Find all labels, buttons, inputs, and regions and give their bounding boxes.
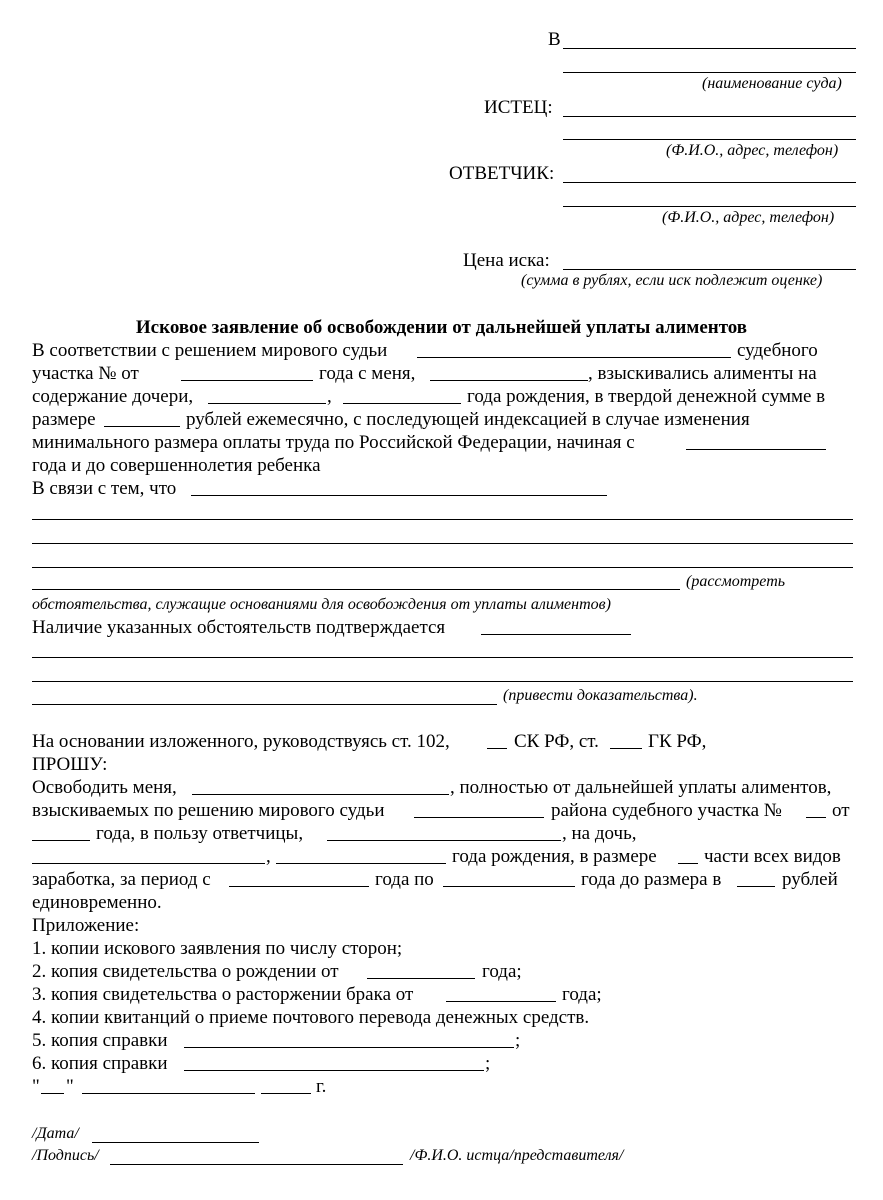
blank-line [610, 748, 642, 749]
signature-label: /Подпись/ [32, 1147, 99, 1164]
body-line-9a: На основании изложенного, руководствуясь ст. 102, [32, 731, 450, 752]
blank-line [104, 426, 180, 427]
body-line-14b: года рождения, в размере [452, 846, 657, 867]
body-line-1b: судебного [737, 340, 818, 361]
body-line-12a: взыскиваемых по решению мирового судьи [32, 800, 385, 821]
body-line-3b: , [327, 386, 332, 407]
attachment-2a: 2. копия свидетельства о рождении от [32, 961, 339, 982]
document-title: Исковое заявление об освобождении от дальнейшей уплаты алиментов [135, 317, 748, 338]
body-line-13b: , на дочь, [562, 823, 637, 844]
body-line-6: года и до совершеннолетия ребенка [32, 455, 321, 476]
blank-line [487, 748, 507, 749]
blank-line [41, 1093, 64, 1094]
attachment-3b: года; [562, 984, 602, 1005]
blank-line [367, 978, 475, 979]
body-line-8: Наличие указанных обстоятельств подтверждается [32, 617, 446, 638]
defendant-label: ОТВЕТЧИК: [449, 163, 555, 184]
defendant-line [563, 182, 856, 183]
blank-line [184, 1047, 514, 1048]
court-name-line-2 [563, 72, 856, 73]
body-line-13a: года, в пользу ответчицы, [96, 823, 304, 844]
attachment-3a: 3. копия свидетельства о расторжении брака от [32, 984, 414, 1005]
caption-circumstances-1: (рассмотреть [686, 573, 786, 590]
claim-price-label: Цена иска: [463, 250, 550, 271]
body-line-14a: , [266, 846, 271, 867]
date-quote-close: " [66, 1076, 74, 1097]
body-line-15b: года по [375, 869, 434, 890]
blank-line [184, 1070, 484, 1071]
body-line-16: единовременно. [32, 892, 162, 913]
blank-line [430, 380, 588, 381]
blank-line [229, 886, 369, 887]
body-line-2c: , взыскивались алименты на [588, 363, 817, 384]
claim-price-line [563, 269, 856, 270]
body-line-15d: рублей [782, 869, 838, 890]
blank-line [192, 794, 449, 795]
year-suffix: г. [316, 1076, 327, 1097]
blank-line [414, 817, 544, 818]
attachments-heading: Приложение: [32, 915, 140, 936]
blank-line [32, 543, 853, 544]
body-line-15c: года до размера в [581, 869, 722, 890]
blank-line [806, 817, 826, 818]
court-name-line [563, 48, 856, 49]
defendant-line-2 [563, 206, 856, 207]
blank-line [32, 519, 853, 520]
body-line-5a: минимального размера оплаты труда по Российской Федерации, начиная с [32, 432, 635, 453]
body-line-2a: участка № от [32, 363, 139, 384]
blank-line [678, 863, 698, 864]
body-line-14c: части всех видов [704, 846, 841, 867]
blank-line [261, 1093, 311, 1094]
blank-line [446, 1001, 556, 1002]
blank-line [181, 380, 313, 381]
body-line-4a: размере [32, 409, 96, 430]
plaintiff-label: ИСТЕЦ: [484, 97, 553, 118]
blank-line [32, 863, 265, 864]
blank-line [32, 589, 680, 590]
body-line-3a: содержание дочери, [32, 386, 194, 407]
blank-line [32, 681, 853, 682]
body-line-10: ПРОШУ: [32, 754, 108, 775]
attachment-5a: 5. копия справки [32, 1030, 168, 1051]
blank-line [276, 863, 446, 864]
body-line-9b: СК РФ, ст. [514, 731, 599, 752]
blank-line [92, 1142, 259, 1143]
plaintiff-line [563, 116, 856, 117]
body-line-11b: , полностью от дальнейшей уплаты алиментов, [450, 777, 832, 798]
blank-line [82, 1093, 255, 1094]
blank-line [737, 886, 775, 887]
plaintiff-caption: (Ф.И.О., адрес, телефон) [666, 142, 839, 159]
signature-caption: /Ф.И.О. истца/представителя/ [410, 1147, 624, 1164]
body-line-1a: В соответствии с решением мирового судьи [32, 340, 388, 361]
blank-line [481, 634, 631, 635]
date-label: /Дата/ [32, 1125, 79, 1142]
blank-line [191, 495, 607, 496]
caption-circumstances-2: обстоятельства, служащие основаниями для освобождения от уплаты алиментов) [32, 596, 611, 613]
body-line-12c: от [832, 800, 850, 821]
defendant-caption: (Ф.И.О., адрес, телефон) [662, 209, 835, 226]
claim-price-caption: (сумма в рублях, если иск подлежит оценке) [521, 272, 823, 289]
blank-line [417, 357, 731, 358]
blank-line [327, 840, 561, 841]
attachment-1: 1. копии искового заявления по числу сторон; [32, 938, 403, 959]
blank-line [32, 704, 497, 705]
blank-line [686, 449, 826, 450]
body-line-9c: ГК РФ, [648, 731, 707, 752]
body-line-15a: заработка, за период с [32, 869, 211, 890]
body-line-3c: года рождения, в твердой денежной сумме в [467, 386, 826, 407]
body-line-7: В связи с тем, что [32, 478, 177, 499]
blank-line [32, 567, 853, 568]
attachment-2b: года; [482, 961, 522, 982]
body-line-12b: района судебного участка № [551, 800, 782, 821]
court-caption: (наименование суда) [702, 75, 842, 92]
body-line-2b: года с меня, [319, 363, 416, 384]
attachment-5b: ; [515, 1030, 521, 1051]
attachment-6b: ; [485, 1053, 491, 1074]
blank-line [343, 403, 461, 404]
body-line-11a: Освободить меня, [32, 777, 177, 798]
blank-line [32, 657, 853, 658]
plaintiff-line-2 [563, 139, 856, 140]
blank-line [208, 403, 326, 404]
blank-line [32, 840, 90, 841]
attachment-6a: 6. копия справки [32, 1053, 168, 1074]
blank-line [110, 1164, 403, 1165]
court-prefix: В [548, 29, 561, 50]
attachment-4: 4. копии квитанций о приеме почтового перевода денежных средств. [32, 1007, 590, 1028]
caption-evidence: (привести доказательства). [503, 687, 698, 704]
blank-line [443, 886, 575, 887]
body-line-4b: рублей ежемесячно, с последующей индексацией в случае изменения [186, 409, 750, 430]
date-quote-open: " [32, 1076, 40, 1097]
